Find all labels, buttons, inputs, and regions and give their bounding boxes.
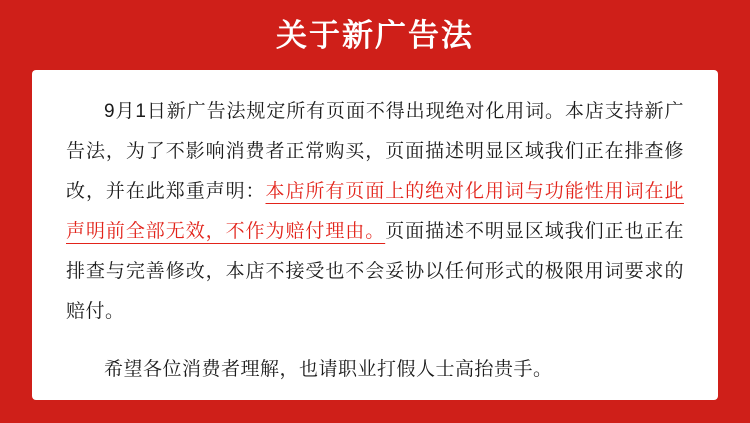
notice-paragraph-1-lead: 9月1日新广告法规定所有页面不得出现绝对化用词。本店支持新广告法，为了不影响消费者正常购买，页面描述明显区域我们正在排查修改，并在此郑重声明： [66,101,684,202]
notice-card [32,70,718,400]
notice-paragraph-2 [66,350,684,390]
notice-paragraph-1-tail: 页面描述不明显区域我们正也正在排查与完善修改，本店不接受也不会妥协以任何形式的极限用词要求的赔付。 [66,221,684,322]
notice-paragraph-1 [66,92,684,332]
notice-highlight-statement: 本店所有页面上的绝对化用词与功能性用词在此声明前全部无效，不作为赔付理由。 [66,181,684,242]
notice-paragraph-2-text: 希望各位消费者理解，也请职业打假人士高抬贵手。 [104,359,553,380]
page-title: 关于新广告法 [276,18,474,53]
